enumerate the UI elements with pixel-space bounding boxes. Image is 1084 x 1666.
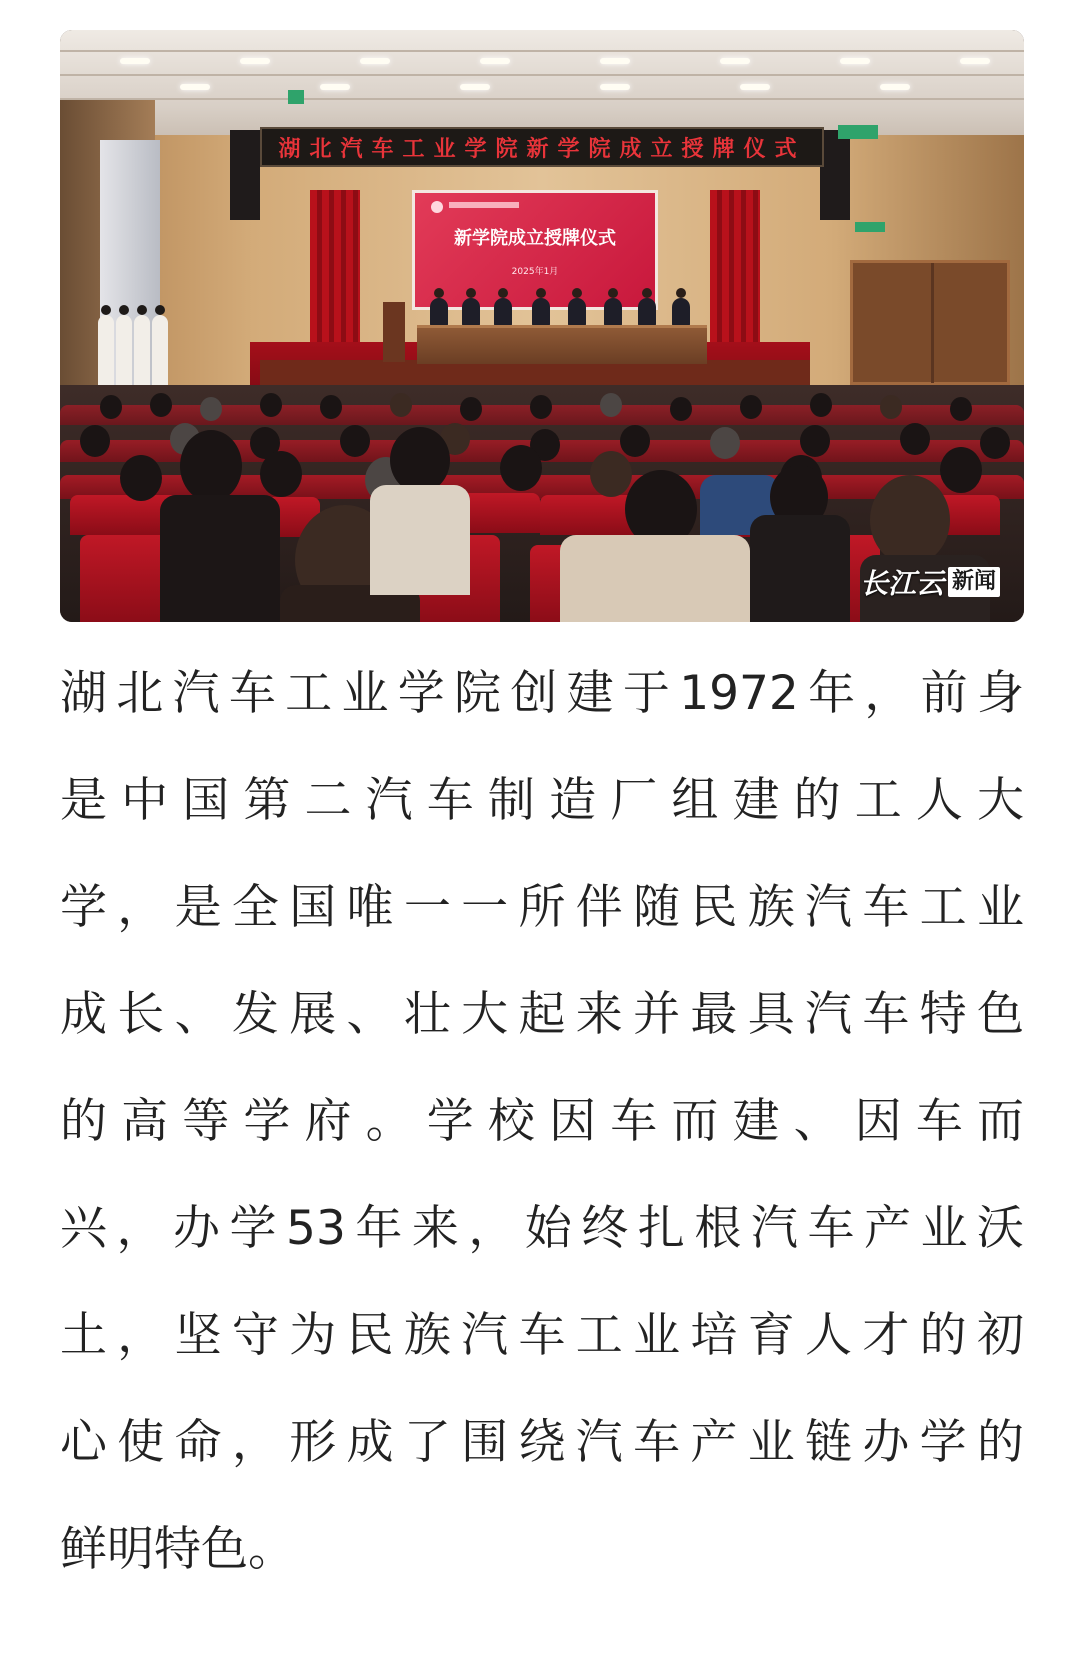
screen-date: 2025年1月 <box>511 266 559 277</box>
official <box>568 298 586 326</box>
podium <box>383 302 405 362</box>
paragraph-line: 土，坚守为民族汽车工业培育人才的初 <box>60 1308 1024 1363</box>
banner-text: 湖北汽车工业学院新学院成立授牌仪式 <box>278 135 806 162</box>
wooden-door <box>850 260 1010 385</box>
paragraph-line: 湖北汽车工业学院创建于1972年，前身 <box>60 666 1024 721</box>
source-watermark <box>860 562 1000 602</box>
head-table <box>417 325 707 364</box>
paragraph-line: 鲜明特色。 <box>60 1522 295 1577</box>
hostess <box>98 315 114 390</box>
watermark-news-badge: 新闻 <box>948 567 1000 597</box>
watermark-main: 长江云 <box>859 567 944 600</box>
exit-sign <box>288 90 304 104</box>
paragraph-line: 兴，办学53年来，始终扎根汽车产业沃 <box>60 1201 1024 1256</box>
ceiling <box>60 30 1024 140</box>
article-paragraph <box>60 640 1024 1603</box>
official <box>462 298 480 326</box>
official <box>604 298 622 326</box>
red-curtain <box>710 190 760 350</box>
stage-screen <box>412 190 658 310</box>
hostess <box>116 315 132 390</box>
screen-title: 新学院成立授牌仪式 <box>454 227 616 249</box>
paragraph-line: 心使命，形成了围绕汽车产业链办学的 <box>60 1415 1024 1470</box>
paragraph-line: 学，是全国唯一一所伴随民族汽车工业 <box>60 880 1024 935</box>
red-curtain <box>310 190 360 350</box>
school-logo-icon <box>431 201 443 213</box>
official <box>430 298 448 326</box>
official <box>532 298 550 326</box>
paragraph-line: 成长、发展、壮大起来并最具汽车特色 <box>60 987 1024 1042</box>
official <box>638 298 656 326</box>
paragraph-line: 是中国第二汽车制造厂组建的工人大 <box>60 773 1024 828</box>
hostess <box>152 315 168 390</box>
hostess <box>134 315 150 390</box>
exit-sign <box>838 125 878 139</box>
official <box>672 298 690 326</box>
ceremony-banner <box>260 127 824 167</box>
news-photo[interactable] <box>60 30 1024 622</box>
speaker <box>820 130 850 220</box>
paragraph-line: 的高等学府。学校因车而建、因车而 <box>60 1094 1024 1149</box>
official <box>494 298 512 326</box>
speaker <box>230 130 260 220</box>
